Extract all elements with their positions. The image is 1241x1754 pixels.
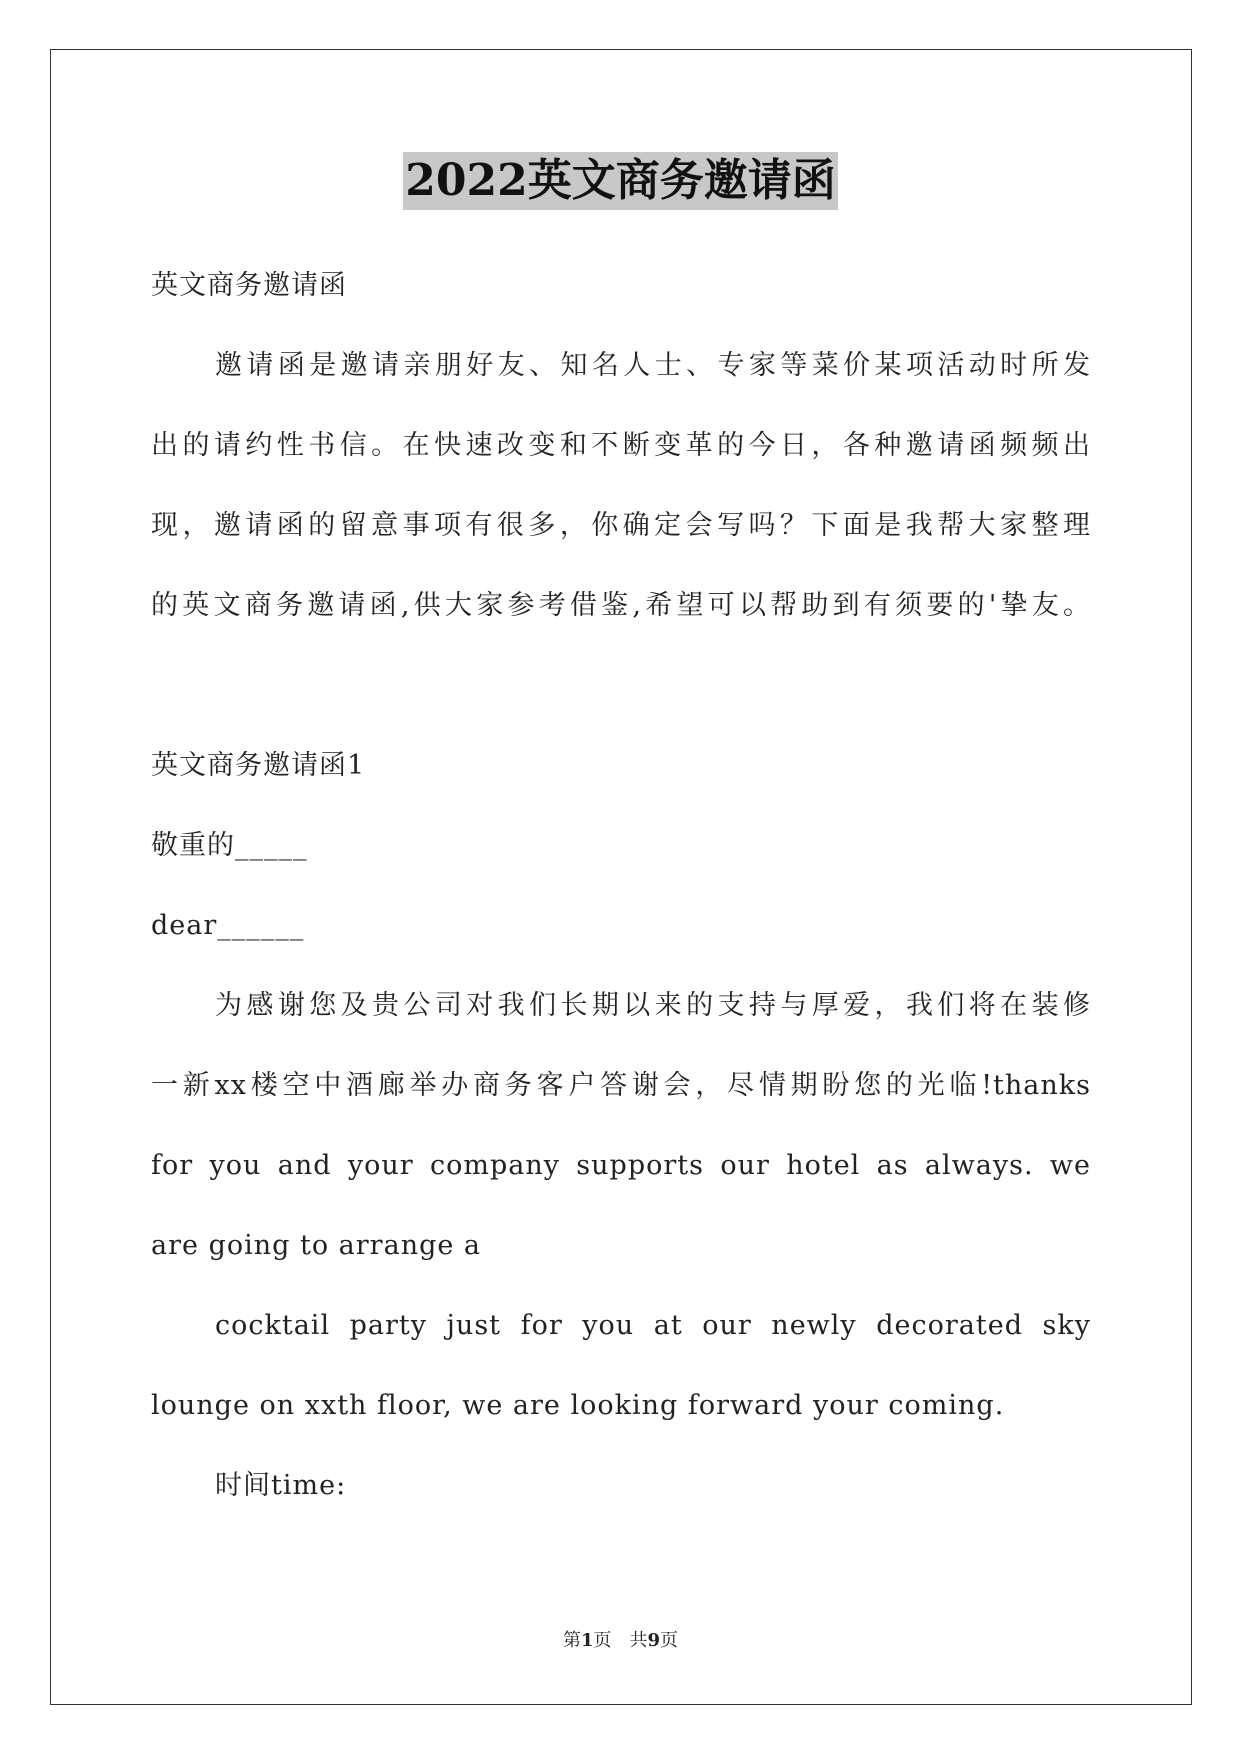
footer-total-pages: 9: [647, 1630, 661, 1651]
body-line-5: cocktail party just for you at our newly decorated sky: [215, 1310, 1091, 1341]
salutation-english: dear______: [151, 910, 305, 941]
footer-suffix: 页: [660, 1630, 679, 1651]
document-title: 2022英文商务邀请函: [403, 152, 837, 210]
body-line-4: are going to arrange a: [151, 1230, 482, 1261]
body-line-1: 为感谢您及贵公司对我们长期以来的支持与厚爱，我们将在装修: [215, 990, 1091, 1021]
intro-line-2: 出的请约性书信。在快速改变和不断变革的今日，各种邀请函频频出: [151, 430, 1091, 461]
footer-prefix: 第: [562, 1630, 581, 1651]
intro-line-1: 邀请函是邀请亲朋好友、知名人士、专家等菜价某项活动时所发: [215, 350, 1091, 381]
footer-total-prefix: 共: [629, 1630, 648, 1651]
title-container: [0, 152, 1241, 210]
subtitle: 英文商务邀请函: [151, 270, 347, 301]
footer-page-number: 1: [580, 1630, 594, 1651]
body-line-7: 时间time:: [215, 1470, 347, 1501]
intro-line-4: 的英文商务邀请函,供大家参考借鉴,希望可以帮助到有须要的'挚友。: [151, 590, 1091, 621]
section-heading: 英文商务邀请函1: [151, 750, 366, 781]
salutation-chinese: 敬重的_____: [151, 830, 308, 861]
body-line-6: lounge on xxth floor, we are looking forward your coming.: [151, 1390, 1005, 1421]
page-footer: [0, 1626, 1241, 1652]
body-line-2: 一新xx楼空中酒廊举办商务客户答谢会，尽情期盼您的光临!thanks: [151, 1070, 1091, 1101]
intro-line-3: 现，邀请函的留意事项有很多，你确定会写吗？下面是我帮大家整理: [151, 510, 1091, 541]
body-line-3: for you and your company supports our hotel as always. we: [151, 1150, 1091, 1181]
footer-mid: 页: [593, 1630, 612, 1651]
